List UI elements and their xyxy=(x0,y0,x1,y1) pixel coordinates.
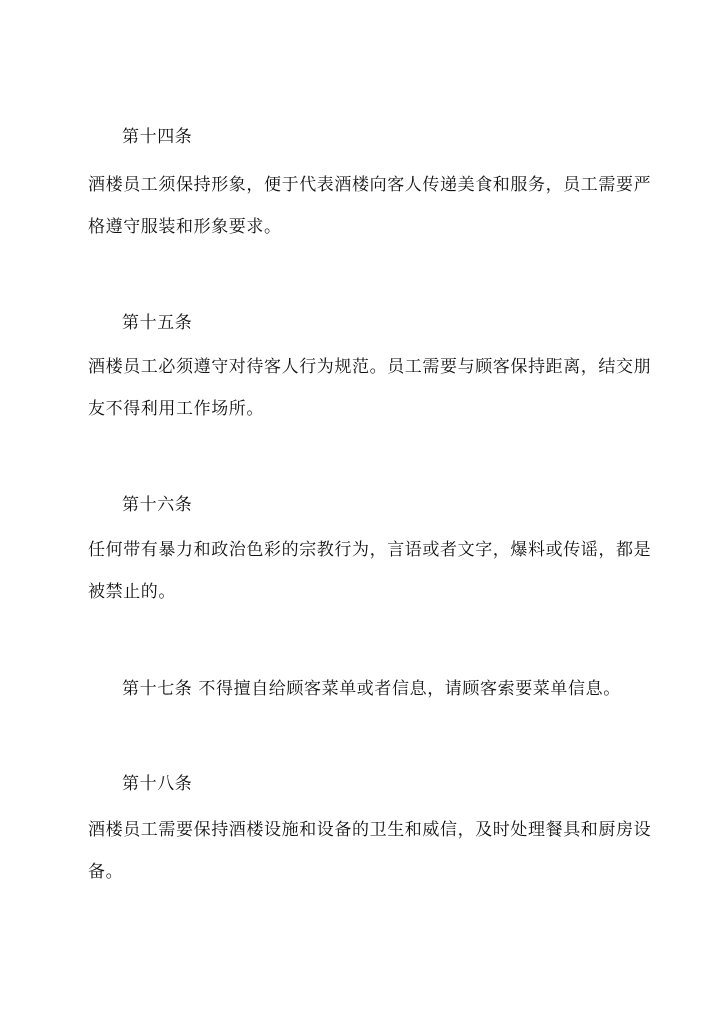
article-16-heading: 第十六条 xyxy=(122,495,193,515)
article-14-heading: 第十四条 xyxy=(122,127,193,147)
article-14-text-line-1: 酒楼员工须保持形象，便于代表酒楼向客人传递美食和服务，员工需要严 xyxy=(88,175,652,195)
article-17-heading: 第十七条 不得擅自给顾客菜单或者信息，请顾客索要菜单信息。 xyxy=(122,679,621,699)
article-15-heading: 第十五条 xyxy=(122,313,193,333)
article-14-text-line-2: 格遵守服装和形象要求。 xyxy=(88,217,282,237)
article-18-heading: 第十八条 xyxy=(122,774,193,794)
article-16-text-line-2: 被禁止的。 xyxy=(88,582,176,602)
article-15-text-line-2: 友不得利用工作场所。 xyxy=(88,399,264,419)
article-16-text-line-1: 任何带有暴力和政治色彩的宗教行为，言语或者文字，爆料或传谣，都是 xyxy=(88,540,652,560)
article-15-text-line-1: 酒楼员工必须遵守对待客人行为规范。员工需要与顾客保持距离，结交朋 xyxy=(88,357,652,377)
article-18-text-line-2: 备。 xyxy=(88,862,124,882)
article-18-text-line-1: 酒楼员工需要保持酒楼设施和设备的卫生和威信，及时处理餐具和厨房设 xyxy=(88,820,652,840)
